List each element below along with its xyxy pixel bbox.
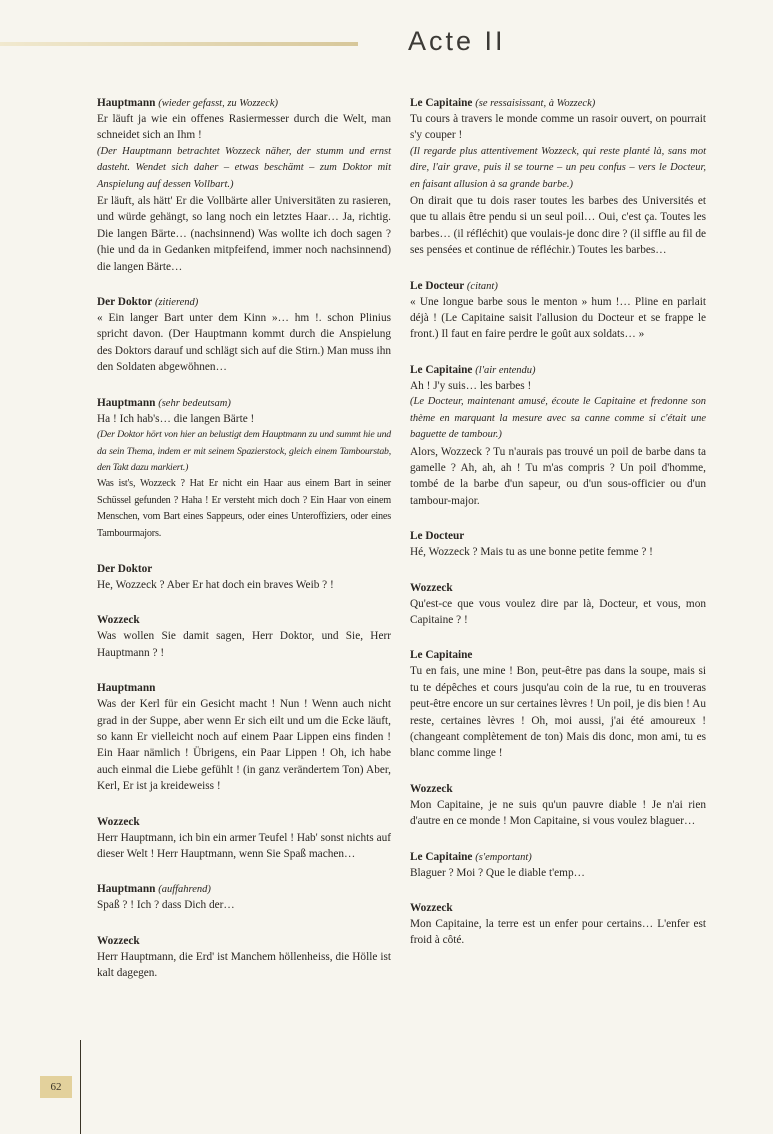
speaker-name: Wozzeck bbox=[97, 934, 140, 947]
speech-block bbox=[410, 529, 706, 560]
speaker-line bbox=[97, 934, 391, 949]
speaker-line bbox=[97, 613, 391, 628]
speaker-direction: (citant) bbox=[466, 280, 498, 292]
speaker-line bbox=[97, 396, 391, 411]
speech-block bbox=[97, 613, 391, 661]
speaker-line bbox=[97, 815, 391, 830]
speech-block bbox=[410, 581, 706, 629]
speech-block bbox=[97, 96, 391, 275]
speaker-name: Wozzeck bbox=[97, 614, 140, 627]
dialogue-text: Tu en fais, une mine ! Bon, peut-être pas dans la soupe, mais si tu te dépêches et cours jusqu'au coin de la rue, tu en trouveras peut-être encore un sur certaines lèvres ! Un poil, je dis bien ! Au reste, certaines lèvres ! Oh, moi aussi, j'ai été amoureux ! (changeant complètement de ton) Mais dis donc, mon ami, tu es blanc comme linge ! bbox=[410, 665, 706, 760]
speaker-name: Wozzeck bbox=[97, 815, 140, 828]
speech-block bbox=[410, 279, 706, 343]
speaker-line bbox=[410, 648, 706, 663]
speech-block bbox=[97, 681, 391, 794]
stage-direction: (Le Docteur, maintenant amusé, écoute le Capitaine et fredonne son thème en marquant la mesure avec sa canne comme si c'était une baguette de tambour.) bbox=[410, 396, 706, 441]
speaker-direction: (zitierend) bbox=[154, 297, 199, 309]
speaker-name: Le Docteur bbox=[410, 530, 465, 543]
speaker-name: Le Docteur bbox=[410, 279, 465, 292]
speaker-line bbox=[410, 529, 706, 544]
dialogue-text: Hé, Wozzeck ? Mais tu as une bonne petite femme ? ! bbox=[410, 546, 653, 559]
speaker-name: Hauptmann bbox=[97, 883, 156, 896]
speaker-direction: (auffahrend) bbox=[158, 884, 211, 896]
dialogue-text: Was der Kerl für ein Gesicht macht ! Nun ! Wenn auch nicht grad in der Suppe, aber wenn Er sich eilt und um die Ecke läuft, so kann Er vielleicht noch auf einem Paar Lippen eins finden ! Ein Haar nämlich ! Übrigens, ein Paar Lippen ! Oh, ich habe auch einmal die Liebe gefühlt ! (in ganz verändertem Ton) Aber, Kerl, Er ist ja kreideweiss ! bbox=[97, 698, 391, 793]
dialogue-text: « Ein langer Bart unter dem Kinn »… hm !. schon Plinius spricht davon. (Der Hauptmann kommt durch die Anspielung des Doktors darauf und schlägt sich auf die Stirn.) Man muss ihn den Soldaten abgewöhnen… bbox=[97, 312, 391, 374]
speech-block bbox=[410, 901, 706, 949]
speech-block bbox=[410, 782, 706, 830]
french-column bbox=[410, 96, 706, 969]
dialogue-text: Er läuft ja wie ein offenes Rasiermesser durch die Welt, man schneidet sich an Ihm ! bbox=[97, 113, 391, 142]
dialogue-text: Alors, Wozzeck ? Tu n'aurais pas trouvé un poil de barbe dans ta gamelle ? Ah, ah, ah ! Tu m'as compris ? Un poil d'homme, tombé de la barbe d'un sapeur, ou d'un sous-officier ou d'un tambour-major. bbox=[410, 445, 706, 507]
speaker-name: Le Capitaine bbox=[410, 97, 473, 109]
speaker-name: Le Capitaine bbox=[410, 649, 473, 662]
speech-block bbox=[97, 882, 391, 913]
speaker-name: Le Capitaine bbox=[410, 363, 473, 376]
speech-block bbox=[97, 815, 391, 863]
dialogue-text: Blaguer ? Moi ? Que le diable t'emp… bbox=[410, 866, 585, 879]
stage-direction: (Il regarde plus attentivement Wozzeck, qui reste planté là, sans mot dire, l'air grave, puis il se tourne – un peu confus – vers le Docteur, en faisant allusion à sa grande barbe.) bbox=[410, 145, 706, 190]
dialogue-text: Mon Capitaine, la terre est un enfer pour certains… L'enfer est froid à côté. bbox=[410, 918, 706, 947]
speaker-line bbox=[97, 295, 391, 310]
margin-line bbox=[80, 1040, 81, 1134]
speaker-name: Wozzeck bbox=[410, 581, 453, 594]
speaker-name: Der Doktor bbox=[97, 562, 153, 575]
speech-block bbox=[97, 934, 391, 982]
speech-block bbox=[410, 850, 706, 881]
dialogue-text: Was wollen Sie damit sagen, Herr Doktor, und Sie, Herr Hauptmann ? ! bbox=[97, 630, 391, 659]
dialogue-text: Was ist's, Wozzeck ? Hat Er nicht ein Haar aus einem Bart in seiner Schüssel gefunden ? Haha ! Er versteht mich doch ? Ein Haar von einem Menschen, vom Bart eines Sappeurs, oder eines Unteroffiziers, oder eines Tambourmajors. bbox=[97, 478, 391, 539]
speech-block bbox=[97, 562, 391, 593]
speech-block bbox=[97, 295, 391, 376]
speaker-name: Der Doktor bbox=[97, 296, 153, 309]
dialogue-text: He, Wozzeck ? Aber Er hat doch ein braves Weib ? ! bbox=[97, 578, 334, 591]
stage-direction: (Der Hauptmann betrachtet Wozzeck näher, der stumm und ernst dasteht. Wendet sich daher – etwas beschämt – zum Doktor mit Anspielung auf dessen Vollbart.) bbox=[97, 145, 391, 190]
speaker-direction: (sehr bedeutsam) bbox=[158, 397, 231, 409]
dialogue-text: Tu cours à travers le monde comme un rasoir ouvert, on pourrait s'y couper ! bbox=[410, 113, 706, 142]
speaker-direction: (se ressaisissant, à Wozzeck) bbox=[475, 98, 596, 109]
speaker-name: Wozzeck bbox=[410, 902, 453, 914]
speaker-line bbox=[410, 850, 706, 865]
speaker-line bbox=[97, 882, 391, 897]
stage-direction: (Der Doktor hört von hier an belustigt dem Hauptmann zu und summt hie und da sein Thema, indem er mit seinem Spazierstock, gleich einem Tambourstab, den Takt dazu markiert.) bbox=[97, 429, 391, 473]
dialogue-text: Er läuft, als hätt' Er die Vollbärte aller Universitäten zu rasieren, und würde gehängt, so lang noch ein letztes Haar… Ja, richtig. Die langen Bärte… (nachsinnend) Was wollte ich doch sagen ? (hie und da in Gedanken mitpfeifend, immer noch nachsinnend) die langen Bärte… bbox=[97, 195, 391, 273]
speech-block bbox=[410, 96, 706, 259]
speaker-line bbox=[97, 96, 391, 111]
dialogue-text: Herr Hauptmann, die Erd' ist Manchem höllenheiss, die Hölle ist kalt dagegen. bbox=[97, 950, 391, 980]
dialogue-text: « Une longue barbe sous le menton » hum !… Pline en parlait déjà ! (Le Capitaine saisit l'allusion du Docteur et se frappe le front.) Il faut en faire perdre le goût aux soldats… » bbox=[410, 295, 706, 341]
dialogue-text: Ah ! J'y suis… les barbes ! bbox=[410, 379, 532, 392]
speaker-direction: (l'air entendu) bbox=[475, 364, 536, 376]
speaker-line bbox=[410, 363, 706, 378]
dialogue-text: Spaß ? ! Ich ? dass Dich der… bbox=[97, 899, 235, 912]
page-number: 62 bbox=[40, 1076, 72, 1098]
speaker-direction: (s'emportant) bbox=[475, 851, 532, 863]
dialogue-text: Qu'est-ce que vous voulez dire par là, Docteur, et vous, mon Capitaine ? ! bbox=[410, 597, 706, 626]
act-title: Acte II bbox=[408, 26, 506, 56]
speaker-name: Le Capitaine bbox=[410, 850, 473, 863]
speaker-line bbox=[97, 562, 391, 577]
speaker-name: Hauptmann bbox=[97, 682, 156, 695]
german-column bbox=[97, 96, 391, 1002]
speaker-name: Wozzeck bbox=[410, 782, 453, 795]
speaker-direction: (wieder gefasst, zu Wozzeck) bbox=[158, 98, 278, 109]
speaker-line bbox=[410, 581, 706, 596]
speaker-name: Hauptmann bbox=[97, 97, 156, 109]
speaker-line bbox=[410, 901, 706, 916]
speech-block bbox=[97, 396, 391, 542]
speaker-line bbox=[410, 782, 706, 797]
speaker-name: Hauptmann bbox=[97, 396, 156, 409]
dialogue-text: Mon Capitaine, je ne suis qu'un pauvre diable ! Je n'ai rien d'autre en ce monde ! Mon Capitaine, si vous voulez blaguer… bbox=[410, 798, 706, 828]
header-rule bbox=[0, 42, 358, 46]
speech-block bbox=[410, 648, 706, 761]
speech-block bbox=[410, 363, 706, 509]
speaker-line bbox=[410, 279, 706, 294]
speaker-line bbox=[97, 681, 391, 696]
speaker-line bbox=[410, 96, 706, 111]
dialogue-text: On dirait que tu dois raser toutes les barbes des Universités et que tu allais être pendu si un seul poil… Oui, c'est ça. Toutes les barbes… (il réfléchit) que voulais-je donc dire ? (il siffle au fil de ses pensées et continue de réfléchir.) Toutes les barbes… bbox=[410, 195, 706, 257]
dialogue-text: Herr Hauptmann, ich bin ein armer Teufel ! Hab' sonst nichts auf dieser Welt ! Herr Hauptmann, wenn Sie Spaß machen… bbox=[97, 831, 391, 860]
dialogue-text: Ha ! Ich hab's… die langen Bärte ! bbox=[97, 412, 255, 425]
